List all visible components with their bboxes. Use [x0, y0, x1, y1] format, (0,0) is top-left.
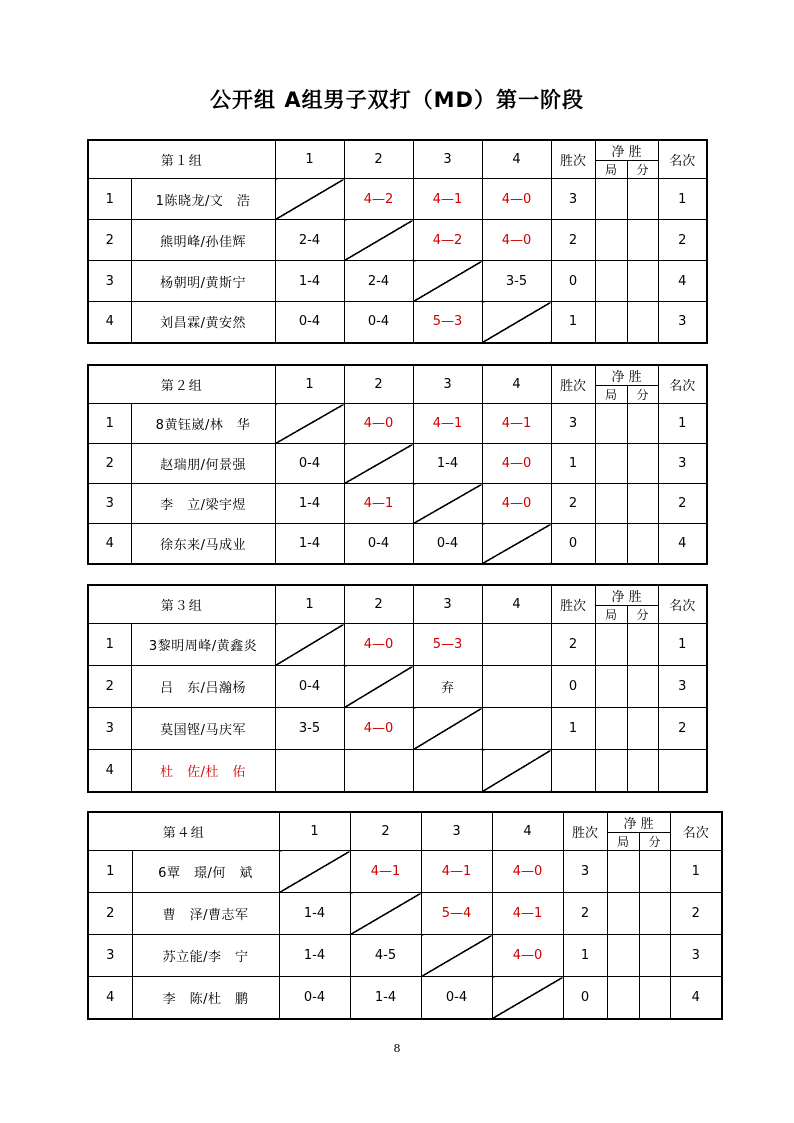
- table-row: [88, 220, 707, 261]
- rank-cell: 3: [670, 935, 722, 977]
- rank-header: 名次: [670, 812, 722, 851]
- rank-cell: 3: [658, 302, 707, 343]
- group-table-4: [87, 811, 723, 1020]
- pair-name: 曹 泽/曹志军: [132, 893, 279, 935]
- diagonal-cell: [344, 666, 413, 708]
- col-header-4: 4: [482, 140, 551, 179]
- pair-name: 李 陈/杜 鹏: [132, 977, 279, 1019]
- net-games-cell: [595, 261, 627, 302]
- rank-cell: [658, 750, 707, 792]
- diagonal-cell: [344, 220, 413, 261]
- col-header-3: 3: [421, 812, 492, 851]
- col-header-4: 4: [482, 365, 551, 404]
- diagonal-cell: [482, 302, 551, 343]
- page-title: 公开组 A组男子双打（MD）第一阶段: [210, 88, 584, 112]
- rank-cell: 2: [658, 220, 707, 261]
- net-points-cell: [627, 404, 658, 444]
- wins-header: 胜次: [551, 140, 595, 179]
- net-points-cell: [639, 977, 670, 1019]
- table-row: [88, 977, 722, 1019]
- score-cell: 4-5: [350, 935, 421, 977]
- net-points-cell: [627, 484, 658, 524]
- score-cell: 0-4: [275, 302, 344, 343]
- diagonal-cell: [275, 624, 344, 666]
- col-header-2: 2: [344, 365, 413, 404]
- diagonal-cell: [413, 261, 482, 302]
- score-cell: 0-4: [344, 302, 413, 343]
- pair-name: 1陈晓龙/文 浩: [131, 179, 275, 220]
- row-index: 3: [88, 935, 132, 977]
- group-name: 第３组: [88, 585, 275, 624]
- score-cell: 0-4: [344, 524, 413, 564]
- score-cell: [482, 624, 551, 666]
- score-cell: 1-4: [279, 935, 350, 977]
- score-cell: 1-4: [275, 261, 344, 302]
- score-cell: 1-4: [275, 484, 344, 524]
- score-cell: 5—3: [413, 302, 482, 343]
- wins-cell: 3: [563, 851, 607, 893]
- row-index: 4: [88, 750, 131, 792]
- net-games-cell: [595, 220, 627, 261]
- rank-cell: 3: [658, 444, 707, 484]
- wins-cell: 2: [563, 893, 607, 935]
- diagonal-cell: [279, 851, 350, 893]
- net-games-cell: [607, 851, 639, 893]
- group-name: 第４组: [88, 812, 279, 851]
- score-cell: 4—1: [344, 484, 413, 524]
- rank-cell: 1: [670, 851, 722, 893]
- rank-cell: 1: [658, 624, 707, 666]
- score-cell: 0-4: [413, 524, 482, 564]
- pair-name: 杜 佐/杜 佑: [131, 750, 275, 792]
- score-cell: 4—1: [413, 179, 482, 220]
- net-games-cell: [595, 708, 627, 750]
- score-cell: 4—1: [482, 404, 551, 444]
- pair-name: 徐东来/马成业: [131, 524, 275, 564]
- net-points-cell: [627, 261, 658, 302]
- score-cell: 3-5: [275, 708, 344, 750]
- wins-cell: 0: [551, 261, 595, 302]
- row-index: 3: [88, 484, 131, 524]
- score-cell: [413, 750, 482, 792]
- net-win-header: 净 胜: [595, 585, 658, 606]
- diagonal-cell: [275, 404, 344, 444]
- col-header-3: 3: [413, 140, 482, 179]
- row-index: 4: [88, 302, 131, 343]
- net-points-cell: [627, 666, 658, 708]
- rank-header: 名次: [658, 585, 707, 624]
- table-row: [88, 666, 707, 708]
- net-points-cell: [627, 750, 658, 792]
- score-cell: 弃: [413, 666, 482, 708]
- net-points-cell: [639, 893, 670, 935]
- table-row: [88, 708, 707, 750]
- diagonal-cell: [492, 977, 563, 1019]
- diagonal-cell: [413, 484, 482, 524]
- net-points-header: 分: [627, 161, 658, 179]
- net-points-cell: [639, 935, 670, 977]
- wins-cell: 1: [551, 444, 595, 484]
- rank-header: 名次: [658, 140, 707, 179]
- score-cell: [482, 666, 551, 708]
- score-cell: 4—0: [492, 851, 563, 893]
- col-header-1: 1: [275, 585, 344, 624]
- diagonal-cell: [275, 179, 344, 220]
- score-cell: 4—2: [413, 220, 482, 261]
- score-cell: 1-4: [279, 893, 350, 935]
- net-games-header: 局: [595, 386, 627, 404]
- table-row: [88, 893, 722, 935]
- net-points-cell: [627, 524, 658, 564]
- pair-name: 赵瑞朋/何景强: [131, 444, 275, 484]
- score-cell: 4—1: [413, 404, 482, 444]
- net-games-cell: [595, 302, 627, 343]
- col-header-2: 2: [350, 812, 421, 851]
- row-index: 2: [88, 444, 131, 484]
- score-cell: 4—0: [482, 179, 551, 220]
- pair-name: 6覃 璟/何 斌: [132, 851, 279, 893]
- row-index: 4: [88, 524, 131, 564]
- net-win-header: 净 胜: [595, 140, 658, 161]
- wins-header: 胜次: [563, 812, 607, 851]
- score-cell: 4—0: [482, 444, 551, 484]
- wins-cell: [551, 750, 595, 792]
- diagonal-cell: [482, 524, 551, 564]
- rank-cell: 1: [658, 404, 707, 444]
- col-header-3: 3: [413, 365, 482, 404]
- score-cell: 4—1: [350, 851, 421, 893]
- wins-cell: 2: [551, 484, 595, 524]
- table-row: [88, 302, 707, 343]
- diagonal-cell: [344, 444, 413, 484]
- net-games-header: 局: [607, 833, 639, 851]
- score-cell: 1-4: [350, 977, 421, 1019]
- net-points-cell: [627, 179, 658, 220]
- table-row: [88, 524, 707, 564]
- row-index: 3: [88, 261, 131, 302]
- net-games-cell: [595, 444, 627, 484]
- pair-name: 苏立能/李 宁: [132, 935, 279, 977]
- net-points-cell: [627, 302, 658, 343]
- diagonal-cell: [421, 935, 492, 977]
- table-row: [88, 851, 722, 893]
- score-cell: [344, 750, 413, 792]
- rank-cell: 2: [670, 893, 722, 935]
- group-name: 第２组: [88, 365, 275, 404]
- net-points-header: 分: [627, 606, 658, 624]
- row-index: 1: [88, 179, 131, 220]
- pair-name: 8黄钰崴/林 华: [131, 404, 275, 444]
- col-header-1: 1: [275, 140, 344, 179]
- table-row: [88, 179, 707, 220]
- net-games-cell: [595, 179, 627, 220]
- wins-cell: 1: [563, 935, 607, 977]
- rank-header: 名次: [658, 365, 707, 404]
- rank-cell: 4: [670, 977, 722, 1019]
- row-index: 1: [88, 851, 132, 893]
- wins-cell: 0: [551, 666, 595, 708]
- rank-cell: 4: [658, 261, 707, 302]
- pair-name: 李 立/梁宇煜: [131, 484, 275, 524]
- row-index: 2: [88, 893, 132, 935]
- wins-cell: 1: [551, 302, 595, 343]
- col-header-3: 3: [413, 585, 482, 624]
- rank-cell: 2: [658, 708, 707, 750]
- net-games-header: 局: [595, 606, 627, 624]
- score-cell: 4—0: [492, 935, 563, 977]
- wins-cell: 2: [551, 624, 595, 666]
- page-number: 8: [393, 1042, 401, 1055]
- score-cell: 0-4: [421, 977, 492, 1019]
- wins-header: 胜次: [551, 365, 595, 404]
- score-cell: 4—0: [482, 220, 551, 261]
- table-row: [88, 444, 707, 484]
- rank-cell: 3: [658, 666, 707, 708]
- score-cell: 4—0: [482, 484, 551, 524]
- table-row: [88, 624, 707, 666]
- score-cell: 1-4: [413, 444, 482, 484]
- pair-name: 莫国铿/马庆军: [131, 708, 275, 750]
- net-games-cell: [595, 750, 627, 792]
- wins-cell: 3: [551, 404, 595, 444]
- score-cell: 0-4: [279, 977, 350, 1019]
- col-header-1: 1: [279, 812, 350, 851]
- net-points-header: 分: [627, 386, 658, 404]
- score-cell: 0-4: [275, 666, 344, 708]
- col-header-2: 2: [344, 140, 413, 179]
- row-index: 3: [88, 708, 131, 750]
- net-points-header: 分: [639, 833, 670, 851]
- score-cell: [275, 750, 344, 792]
- net-points-cell: [639, 851, 670, 893]
- wins-cell: 0: [563, 977, 607, 1019]
- net-games-cell: [595, 484, 627, 524]
- net-win-header: 净 胜: [607, 812, 670, 833]
- net-games-header: 局: [595, 161, 627, 179]
- score-cell: 4—1: [492, 893, 563, 935]
- net-games-cell: [595, 404, 627, 444]
- net-points-cell: [627, 624, 658, 666]
- rank-cell: 2: [658, 484, 707, 524]
- score-cell: 4—0: [344, 708, 413, 750]
- net-points-cell: [627, 444, 658, 484]
- score-cell: 5—4: [421, 893, 492, 935]
- net-points-cell: [627, 708, 658, 750]
- score-cell: 2-4: [344, 261, 413, 302]
- wins-cell: 1: [551, 708, 595, 750]
- col-header-1: 1: [275, 365, 344, 404]
- table-row: [88, 261, 707, 302]
- pair-name: 3黎明周峰/黄鑫炎: [131, 624, 275, 666]
- group-name: 第１组: [88, 140, 275, 179]
- score-cell: 4—2: [344, 179, 413, 220]
- net-win-header: 净 胜: [595, 365, 658, 386]
- pair-name: 吕 东/吕瀚杨: [131, 666, 275, 708]
- group-table-3: [87, 584, 708, 793]
- score-cell: 5—3: [413, 624, 482, 666]
- diagonal-cell: [482, 750, 551, 792]
- row-index: 2: [88, 220, 131, 261]
- col-header-4: 4: [482, 585, 551, 624]
- pair-name: 熊明峰/孙佳辉: [131, 220, 275, 261]
- net-points-cell: [627, 220, 658, 261]
- net-games-cell: [595, 524, 627, 564]
- score-cell: 4—0: [344, 624, 413, 666]
- net-games-cell: [595, 624, 627, 666]
- net-games-cell: [595, 666, 627, 708]
- wins-cell: 3: [551, 179, 595, 220]
- col-header-2: 2: [344, 585, 413, 624]
- diagonal-cell: [413, 708, 482, 750]
- pair-name: 杨朝明/黄斯宁: [131, 261, 275, 302]
- score-cell: 4—1: [421, 851, 492, 893]
- table-row: [88, 484, 707, 524]
- score-cell: [482, 708, 551, 750]
- group-table-1: [87, 139, 708, 344]
- score-cell: 3-5: [482, 261, 551, 302]
- wins-cell: 2: [551, 220, 595, 261]
- score-cell: 4—0: [344, 404, 413, 444]
- diagonal-cell: [350, 893, 421, 935]
- table-row: [88, 404, 707, 444]
- score-cell: 2-4: [275, 220, 344, 261]
- wins-cell: 0: [551, 524, 595, 564]
- net-games-cell: [607, 977, 639, 1019]
- wins-header: 胜次: [551, 585, 595, 624]
- score-cell: 1-4: [275, 524, 344, 564]
- rank-cell: 1: [658, 179, 707, 220]
- col-header-4: 4: [492, 812, 563, 851]
- group-table-2: [87, 364, 708, 565]
- row-index: 4: [88, 977, 132, 1019]
- row-index: 1: [88, 404, 131, 444]
- row-index: 2: [88, 666, 131, 708]
- net-games-cell: [607, 893, 639, 935]
- row-index: 1: [88, 624, 131, 666]
- pair-name: 刘昌霖/黄安然: [131, 302, 275, 343]
- table-row: [88, 935, 722, 977]
- rank-cell: 4: [658, 524, 707, 564]
- net-games-cell: [607, 935, 639, 977]
- table-row: [88, 750, 707, 792]
- score-cell: 0-4: [275, 444, 344, 484]
